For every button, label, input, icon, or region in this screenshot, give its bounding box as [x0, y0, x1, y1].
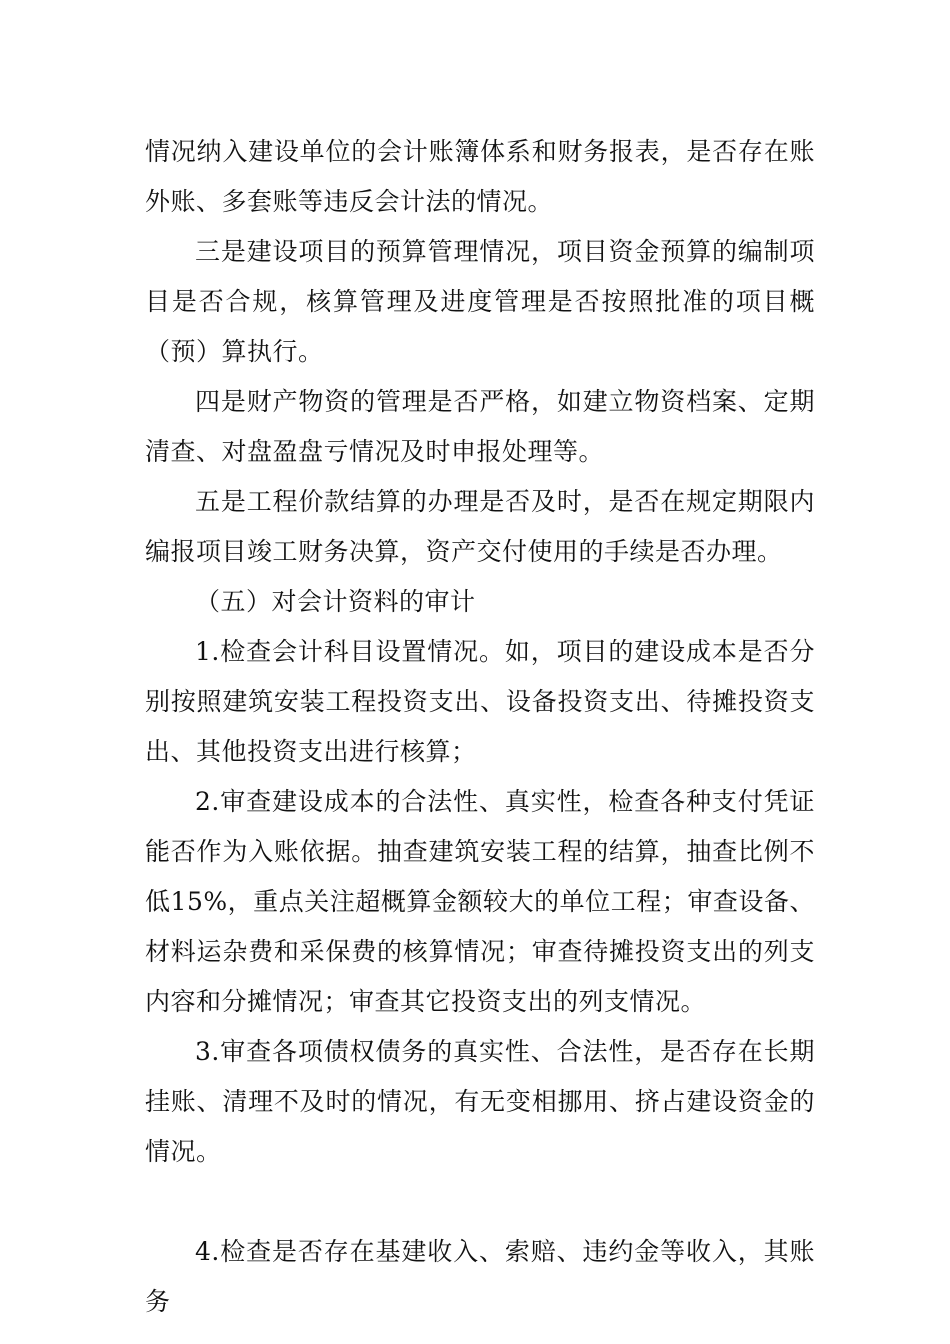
paragraph-continuation: 情况纳入建设单位的会计账簿体系和财务报表，是否存在账外账、多套账等违反会计法的情况。: [145, 137, 815, 216]
paragraph-spacer: [145, 1177, 815, 1227]
document-body: [145, 127, 815, 1327]
paragraph-budget-management: 三是建设项目的预算管理情况，项目资金预算的编制项目是否合规，核算管理及进度管理是否按照批准的项目概（预）算执行。: [145, 237, 815, 366]
paragraph-item-4: 4.检查是否存在基建收入、索赔、违约金等收入，其账务: [145, 1237, 815, 1316]
paragraph-settlement: 五是工程价款结算的办理是否及时，是否在规定期限内编报项目竣工财务决算，资产交付使用的手续是否办理。: [145, 487, 815, 566]
paragraph-item-2: 2.审查建设成本的合法性、真实性，检查各种支付凭证能否作为入账依据。抽查建筑安装工程的结算，抽查比例不低15%，重点关注超概算金额较大的单位工程；审查设备、材料运杂费和采保费的核算情况；审查待摊投资支出的列支内容和分摊情况；审查其它投资支出的列支情况。: [145, 787, 815, 1016]
section-heading-accounting-audit: （五）对会计资料的审计: [195, 587, 476, 616]
paragraph-item-3: 3.审查各项债权债务的真实性、合法性，是否存在长期挂账、清理不及时的情况，有无变相挪用、挤占建设资金的情况。: [145, 1037, 815, 1166]
paragraph-item-1: 1.检查会计科目设置情况。如，项目的建设成本是否分别按照建筑安装工程投资支出、设备投资支出、待摊投资支出、其他投资支出进行核算；: [145, 637, 815, 766]
paragraph-property-management: 四是财产物资的管理是否严格，如建立物资档案、定期清查、对盘盈盘亏情况及时申报处理等。: [145, 387, 815, 466]
